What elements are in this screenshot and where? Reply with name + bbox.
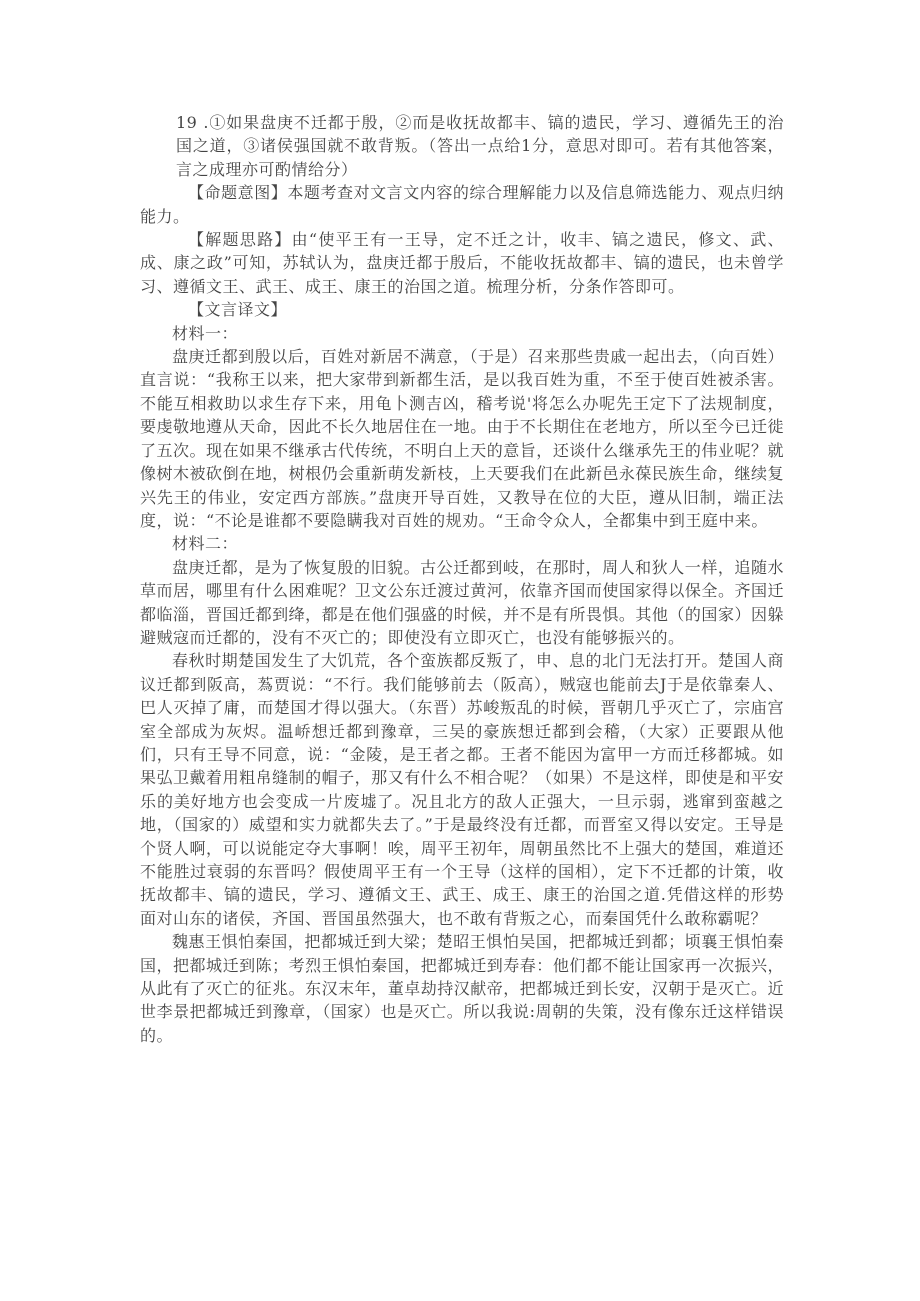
material-two-label: 材料二： xyxy=(172,534,239,554)
material-two-paragraph-1: 盘庚迁都，是为了恢复殷的旧貌。古公迁都到岐，在那时，周人和狄人一样，追随水草而居，哪里有什么困难呢？卫文公东迁渡过黄河，依靠齐国而使国家得以保全。齐国迁都临淄，晋国迁都到绛，都是在他们强盛的时候，并不是有所畏惧。其他（的国家）因躲避贼寇而迁都的，没有不灭亡的；即使没有立即灭亡，也没有能够振兴的。 xyxy=(140,557,784,647)
answer-intent: 【命题意图】本题考查对文言文内容的综合理解能力以及信息筛选能力、观点归纳能力。 xyxy=(140,183,784,226)
material-two-paragraph-3: 魏惠王惧怕秦国，把都城迁到大梁；楚昭王惧怕吴国，把都城迁到都；顷襄王惧怕秦国，把都城迁到陈；考烈王惧怕秦国，把都城迁到寿春：他们都不能让国家再一次振兴，从此有了灭亡的征兆。东汉末年，董卓劫持汉献帝，把都城迁到长安，汉朝于是灭亡。近世李景把都城迁到豫章，（国家）也是灭亡。所以我说:周朝的失策，没有像东迁这样错误的。 xyxy=(140,932,784,1045)
answer-19: 19 .①如果盘庚不迁都于殷，②而是收抚故都丰、镐的遗民，学习、遵循先王的治国之道，③诸侯强国就不敢背叛。（答出一点给1分，意思对即可。若有其他答案，言之成理亦可酌情给分） xyxy=(176,113,784,179)
translation-heading: 【文言译文】 xyxy=(188,300,288,320)
answer-approach: 【解题思路】由“使平王有一王导，定不迁之计，收丰、镐之遗民，修文、武、成、康之政”可知，苏轼认为，盘庚迁都于殷后，不能收抚故都丰、镐的遗民，也未曾学习、遵循文王、武王、成王、康王的治国之道。梳理分析，分条作答即可。 xyxy=(140,230,784,296)
material-one-paragraph: 盘庚迁都到殷以后，百姓对新居不满意，（于是）召来那些贵戚一起出去，（向百姓）直言说：“我称王以来，把大家带到新都生活，是以我百姓为重，不至于使百姓被杀害。不能互相救助以求生存下来，用龟卜测吉凶，稽考说'将怎么办呢先王定下了法规制度，要虔敬地遵从天命，因此不长久地居住在一地。由于不长期住在老地方，所以至今已迁徙了五次。现在如果不继承古代传统，不明白上天的意旨，还谈什么继承先王的伟业呢？就像树木被砍倒在地，树根仍会重新萌发新枝，上天要我们在此新邑永葆民族生命，继续复兴先王的伟业，安定西方部族。”盘庚开导百姓，又教导在位的大臣，遵从旧制，端正法度，说：“不论是谁都不要隐瞒我对百姓的规劝。“王命令众人，全都集中到王庭中来。 xyxy=(140,347,784,530)
material-two-paragraph-2: 春秋时期楚国发生了大饥荒，各个蛮族都反叛了，申、息的北门无法打开。楚国人商议迁都到阪高，蒍贾说：“不行。我们能够前去（阪高），贼寇也能前去J于是依靠秦人、巴人灭掉了庸，而楚国才得以强大。（东晋）苏峻叛乱的时候，晋朝几乎灭亡了，宗庙宫室全部成为灰烬。温峤想迁都到豫章，三吴的豪族想迁都到会稽，（大家）正要跟从他们，只有王导不同意，说：“金陵，是王者之都。王者不能因为富甲一方而迁移都城。如果弘卫戴着用粗帛缝制的帽子，那又有什么不相合呢？（如果）不是这样，即使是和平安乐的美好地方也会变成一片废墟了。况且北方的敌人正强大，一旦示弱，逃窜到蛮越之地，（国家的）威望和实力就都失去了。”于是最终没有迁都，而晋室又得以安定。王导是个贤人啊，可以说能定夺大事啊！唉，周平王初年，周朝虽然比不上强大的楚国，难道还不能胜过衰弱的东晋吗？假使周平王有一个王导（这样的国相），定下不迁都的计策，收抚故都丰、镐的遗民，学习、遵循文王、武王、成王、康王的治国之道.凭借这样的形势面对山东的诸侯，齐国、晋国虽然强大，也不敢有背叛之心，而秦国凭什么敢称霸呢？ xyxy=(140,651,784,928)
material-one-label: 材料一： xyxy=(172,323,239,343)
